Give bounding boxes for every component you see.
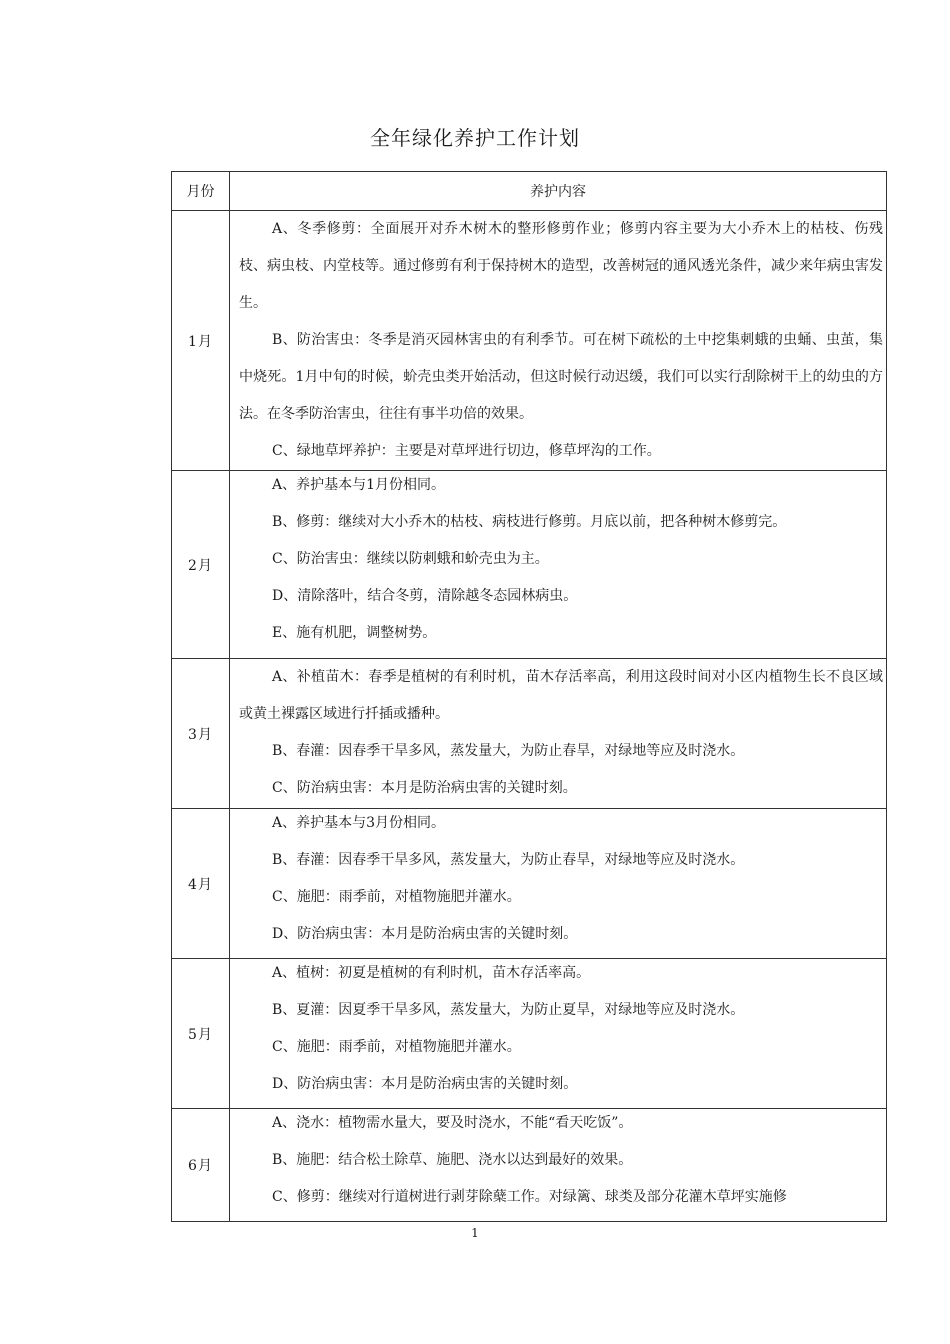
header-month: 月份 <box>172 172 230 211</box>
content-item: C、绿地草坪养护：主要是对草坪进行切边，修草坪沟的工作。 <box>272 443 661 459</box>
content-item: A、植树：初夏是植树的有利时机，苗木存活率高。 <box>272 965 591 981</box>
content-item: A、浇水：植物需水量大，要及时浇水，不能“看天吃饭”。 <box>272 1115 633 1131</box>
content-cell <box>230 959 887 1109</box>
content-item: B、夏灌：因夏季干旱多风，蒸发量大，为防止夏旱，对绿地等应及时浇水。 <box>272 1002 745 1018</box>
table-row <box>172 659 887 809</box>
month-cell: 1月 <box>172 211 230 471</box>
content-item: D、防治病虫害：本月是防治病虫害的关键时刻。 <box>272 926 578 942</box>
table-row <box>172 211 887 471</box>
content-cell <box>230 809 887 959</box>
content-item: C、施肥：雨季前，对植物施肥并灌水。 <box>272 1039 521 1055</box>
content-item: A、冬季修剪：全面展开对乔木树木的整形修剪作业；修剪内容主要为大小乔木上的枯枝、伤残枝、病虫枝、内堂枝等。通过修剪有利于保持树木的造型，改善树冠的通风透光条件，减少来年病虫害发生。 <box>239 221 883 311</box>
header-content: 养护内容 <box>230 172 887 211</box>
month-cell: 5月 <box>172 959 230 1109</box>
table-header-row <box>172 172 887 211</box>
month-cell: 2月 <box>172 471 230 659</box>
table-row <box>172 1109 887 1222</box>
content-item: E、施有机肥，调整树势。 <box>272 625 437 641</box>
maintenance-plan-table <box>171 171 887 1222</box>
month-cell: 6月 <box>172 1109 230 1222</box>
content-cell <box>230 1109 887 1222</box>
month-cell: 3月 <box>172 659 230 809</box>
content-item: A、养护基本与3月份相同。 <box>272 815 446 831</box>
table-row <box>172 471 887 659</box>
content-item: D、防治病虫害：本月是防治病虫害的关键时刻。 <box>272 1076 578 1092</box>
page-title: 全年绿化养护工作计划 <box>370 126 580 150</box>
month-cell: 4月 <box>172 809 230 959</box>
content-item: A、养护基本与1月份相同。 <box>272 477 446 493</box>
content-item: B、春灌：因春季干旱多风，蒸发量大，为防止春旱，对绿地等应及时浇水。 <box>272 743 745 759</box>
content-item: D、清除落叶，结合冬剪，清除越冬态园林病虫。 <box>272 588 578 604</box>
content-item: C、防治病虫害：本月是防治病虫害的关键时刻。 <box>272 780 577 796</box>
content-item: A、补植苗木：春季是植树的有利时机，苗木存活率高，利用这段时间对小区内植物生长不良区域或黄土裸露区域进行扦插或播种。 <box>239 669 883 722</box>
content-item: B、修剪：继续对大小乔木的枯枝、病枝进行修剪。月底以前，把各种树木修剪完。 <box>272 514 787 530</box>
content-item: B、春灌：因春季干旱多风，蒸发量大，为防止春旱，对绿地等应及时浇水。 <box>272 852 745 868</box>
content-item: C、防治害虫：继续以防刺蛾和蚧壳虫为主。 <box>272 551 549 567</box>
content-item: B、防治害虫：冬季是消灭园林害虫的有利季节。可在树下疏松的土中挖集刺蛾的虫蛹、虫茧，集中烧死。1月中旬的时候，蚧壳虫类开始活动，但这时候行动迟缓，我们可以实行刮除树干上的幼虫的方法。在冬季防治害虫，往往有事半功倍的效果。 <box>239 332 883 422</box>
content-cell <box>230 471 887 659</box>
page-number: 1 <box>471 1226 479 1240</box>
table-row <box>172 809 887 959</box>
content-item: C、施肥：雨季前，对植物施肥并灌水。 <box>272 889 521 905</box>
content-cell <box>230 211 887 471</box>
content-item: B、施肥：结合松土除草、施肥、浇水以达到最好的效果。 <box>272 1152 633 1168</box>
content-item: C、修剪：继续对行道树进行剥芽除蘖工作。对绿篱、球类及部分花灌木草坪实施修 <box>272 1189 787 1205</box>
table-row <box>172 959 887 1109</box>
content-cell <box>230 659 887 809</box>
